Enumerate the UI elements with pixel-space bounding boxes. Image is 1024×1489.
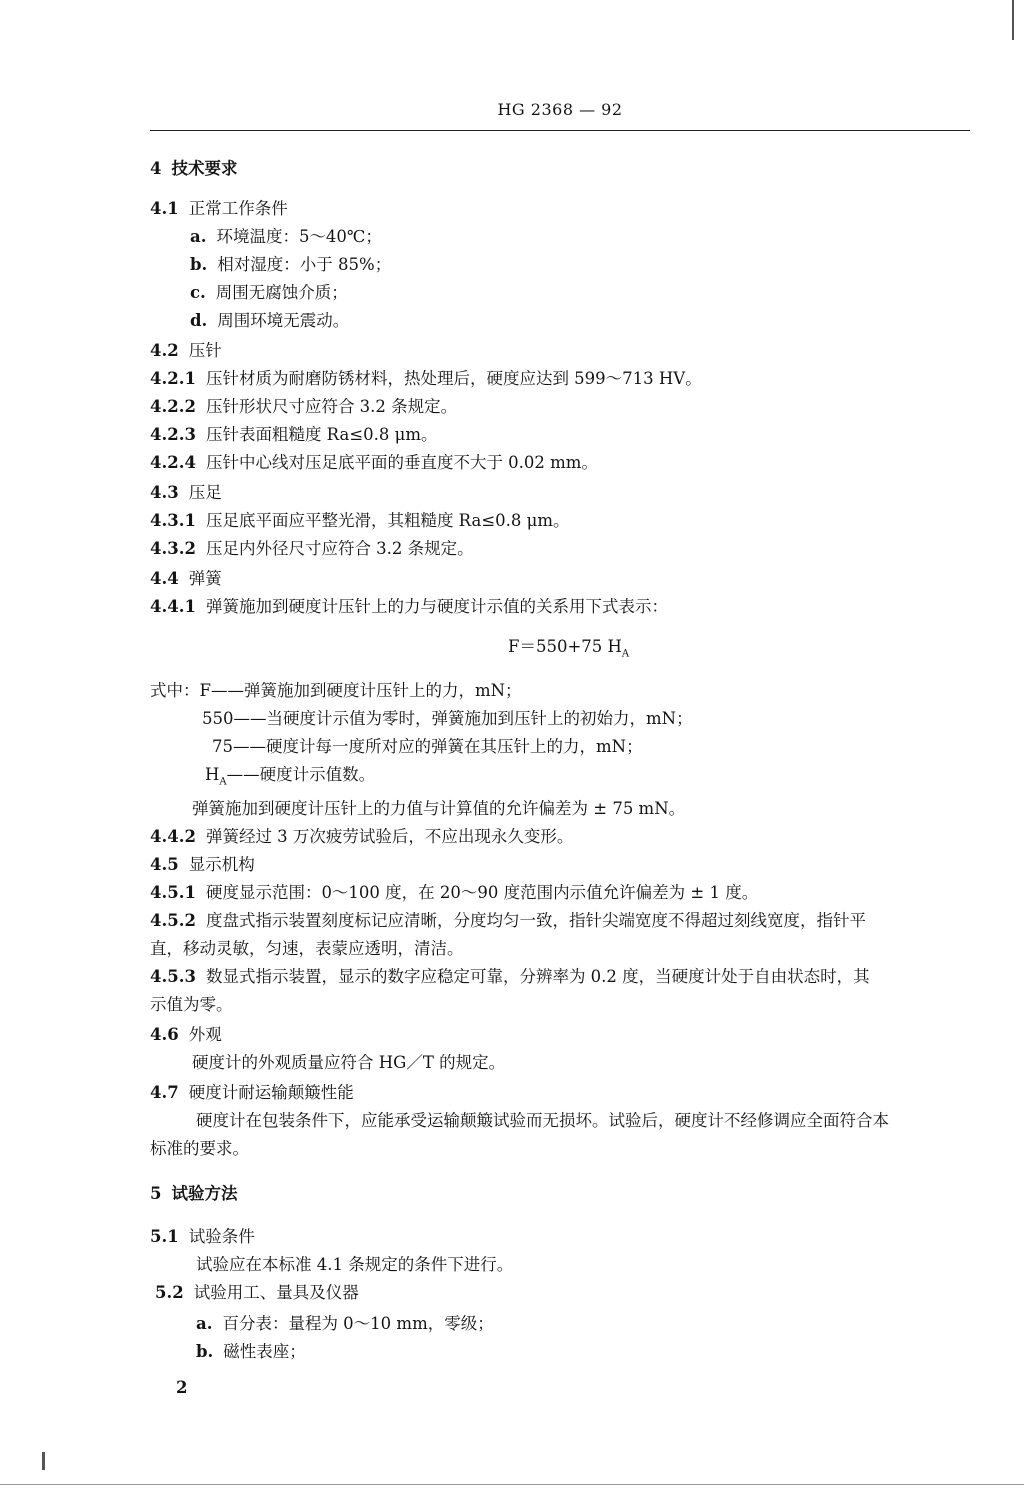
section-4-1-heading bbox=[150, 198, 288, 220]
transport-text-cont: 标准的要求。 bbox=[150, 1139, 249, 1158]
clause-number: 4.5.3 bbox=[150, 967, 196, 986]
clause-number: 4.2.1 bbox=[150, 369, 196, 388]
clause-4-5-1 bbox=[150, 882, 758, 904]
clause-text: 压足底平面应平整光滑，其粗糙度 Ra≤0.8 μm。 bbox=[205, 511, 570, 530]
section-4-heading bbox=[150, 158, 237, 180]
clause-number: 4.5.1 bbox=[150, 883, 196, 902]
clause-text: 弹簧经过 3 万次疲劳试验后，不应出现永久变形。 bbox=[205, 827, 574, 846]
list-text: 百分表：量程为 0～10 mm，零级； bbox=[222, 1314, 494, 1333]
clause-4-4-1 bbox=[150, 596, 668, 618]
list-item bbox=[190, 310, 349, 332]
appearance-text: 硬度计的外观质量应符合 HG／T 的规定。 bbox=[192, 1053, 506, 1072]
list-marker: a. bbox=[190, 227, 207, 246]
clause-4-5-2-cont: 直，移动灵敏，匀速，表蒙应透明，清洁。 bbox=[150, 939, 464, 958]
scan-mark bbox=[42, 1452, 45, 1470]
section-number: 4.7 bbox=[150, 1083, 179, 1102]
formula-legend-f bbox=[150, 680, 522, 702]
list-marker: b. bbox=[196, 1342, 214, 1361]
legend-intro: 式中： bbox=[150, 681, 200, 700]
clause-number: 4.4.2 bbox=[150, 827, 196, 846]
section-4-6-heading bbox=[150, 1024, 222, 1046]
clause-number: 4.5.2 bbox=[150, 911, 196, 930]
clause-4-5-3 bbox=[150, 966, 870, 988]
section-4-3-heading bbox=[150, 482, 222, 504]
page-number: 2 bbox=[176, 1378, 188, 1397]
section-number: 4.6 bbox=[150, 1025, 179, 1044]
section-5-1-heading bbox=[150, 1226, 255, 1248]
page-header: HG 2368 — 92 bbox=[497, 100, 623, 119]
section-title: 显示机构 bbox=[188, 855, 255, 874]
clause-number: 4.4.1 bbox=[150, 597, 196, 616]
clause-text: 硬度显示范围：0～100 度，在 20～90 度范围内示值允许偏差为 ± 1 度。 bbox=[205, 883, 759, 902]
clause-text: 弹簧施加到硬度计压针上的力与硬度计示值的关系用下式表示： bbox=[205, 597, 668, 616]
clause-text: 压针中心线对压足底平面的垂直度不大于 0.02 mm。 bbox=[205, 453, 598, 472]
list-text: 环境温度：5～40℃； bbox=[216, 227, 382, 246]
spring-force-formula bbox=[508, 633, 629, 659]
clause-text: 数显式指示装置，显示的数字应稳定可靠，分辨率为 0.2 度，当硬度计处于自由状态时，其 bbox=[205, 967, 870, 986]
section-4-4-heading bbox=[150, 568, 222, 590]
section-4-2-heading bbox=[150, 340, 222, 362]
header-rule bbox=[150, 130, 970, 131]
test-condition-text: 试验应在本标准 4.1 条规定的条件下进行。 bbox=[196, 1255, 514, 1274]
clause-number: 4.2.4 bbox=[150, 453, 196, 472]
section-5-heading bbox=[150, 1183, 237, 1205]
section-title: 压足 bbox=[188, 483, 222, 502]
section-number: 5.2 bbox=[155, 1283, 184, 1302]
section-number: 4.3 bbox=[150, 483, 179, 502]
section-title: 压针 bbox=[188, 341, 222, 360]
clause-text: 压针表面粗糙度 Ra≤0.8 μm。 bbox=[205, 425, 438, 444]
section-title: 外观 bbox=[188, 1025, 222, 1044]
section-title: 试验用工、量具及仪器 bbox=[193, 1283, 359, 1302]
list-item bbox=[190, 282, 348, 304]
section-number: 4.4 bbox=[150, 569, 179, 588]
clause-4-4-2 bbox=[150, 826, 573, 848]
section-title: 正常工作条件 bbox=[188, 199, 288, 218]
clause-number: 4.2.2 bbox=[150, 397, 196, 416]
formula-legend-550: 550——当硬度计示值为零时，弹簧施加到压针上的初始力，mN； bbox=[202, 709, 693, 728]
list-text: 磁性表座； bbox=[223, 1342, 306, 1361]
clause-number: 4.3.2 bbox=[150, 539, 196, 558]
formula-legend-75: 75——硬度计每一度所对应的弹簧在其压针上的力，mN； bbox=[212, 737, 643, 756]
section-number: 4.1 bbox=[150, 199, 179, 218]
list-marker: b. bbox=[190, 255, 208, 274]
formula-subscript: A bbox=[621, 648, 630, 660]
list-text: 相对湿度：小于 85%； bbox=[217, 255, 392, 274]
clause-4-3-2 bbox=[150, 538, 474, 560]
clause-4-2-4 bbox=[150, 452, 598, 474]
list-item bbox=[190, 226, 382, 248]
section-number: 4.5 bbox=[150, 855, 179, 874]
legend-text: ——硬度计示值数。 bbox=[226, 765, 376, 784]
clause-text: 压针形状尺寸应符合 3.2 条规定。 bbox=[205, 397, 458, 416]
list-marker: d. bbox=[190, 311, 208, 330]
section-5-2-heading bbox=[155, 1282, 359, 1304]
legend-subscript: A bbox=[219, 776, 227, 788]
section-title: 弹簧 bbox=[188, 569, 222, 588]
list-item bbox=[196, 1341, 306, 1363]
section-4-7-heading bbox=[150, 1082, 354, 1104]
clause-4-2-1 bbox=[150, 368, 702, 390]
clause-text: 压足内外径尺寸应符合 3.2 条规定。 bbox=[205, 539, 474, 558]
section-title: 试验条件 bbox=[188, 1227, 255, 1246]
list-marker: a. bbox=[196, 1314, 213, 1333]
clause-text: 压针材质为耐磨防锈材料，热处理后，硬度应达到 599～713 HV。 bbox=[205, 369, 702, 388]
list-item bbox=[190, 254, 391, 276]
clause-number: 4.3.1 bbox=[150, 511, 196, 530]
section-title: 试验方法 bbox=[171, 1184, 238, 1203]
legend-text: F——弹簧施加到硬度计压针上的力，mN； bbox=[199, 681, 522, 700]
list-item bbox=[196, 1313, 494, 1335]
transport-text: 硬度计在包装条件下，应能承受运输颠簸试验而无损坏。试验后，硬度计不经修调应全面符合本 bbox=[196, 1111, 889, 1130]
formula-main: F＝550+75 H bbox=[508, 637, 622, 656]
section-number: 4 bbox=[150, 159, 162, 178]
clause-4-5-2 bbox=[150, 910, 866, 932]
tolerance-text: 弹簧施加到硬度计压针上的力值与计算值的允许偏差为 ± 75 mN。 bbox=[192, 799, 686, 818]
scan-edge bbox=[0, 1484, 1024, 1485]
list-text: 周围无腐蚀介质； bbox=[215, 283, 348, 302]
scan-mark bbox=[1012, 0, 1014, 40]
section-number: 4.2 bbox=[150, 341, 179, 360]
section-title: 硬度计耐运输颠簸性能 bbox=[188, 1083, 354, 1102]
section-4-5-heading bbox=[150, 854, 255, 876]
clause-text: 度盘式指示装置刻度标记应清晰，分度均匀一致，指针尖端宽度不得超过刻线宽度，指针平 bbox=[205, 911, 866, 930]
clause-number: 4.2.3 bbox=[150, 425, 196, 444]
list-text: 周围环境无震动。 bbox=[217, 311, 350, 330]
list-marker: c. bbox=[190, 283, 206, 302]
clause-4-5-3-cont: 示值为零。 bbox=[150, 995, 233, 1014]
section-title: 技术要求 bbox=[171, 159, 238, 178]
legend-symbol: H bbox=[205, 765, 220, 784]
clause-4-2-3 bbox=[150, 424, 438, 446]
section-number: 5.1 bbox=[150, 1227, 179, 1246]
clause-4-2-2 bbox=[150, 396, 457, 418]
clause-4-3-1 bbox=[150, 510, 570, 532]
section-number: 5 bbox=[150, 1184, 162, 1203]
formula-legend-ha bbox=[205, 764, 375, 793]
